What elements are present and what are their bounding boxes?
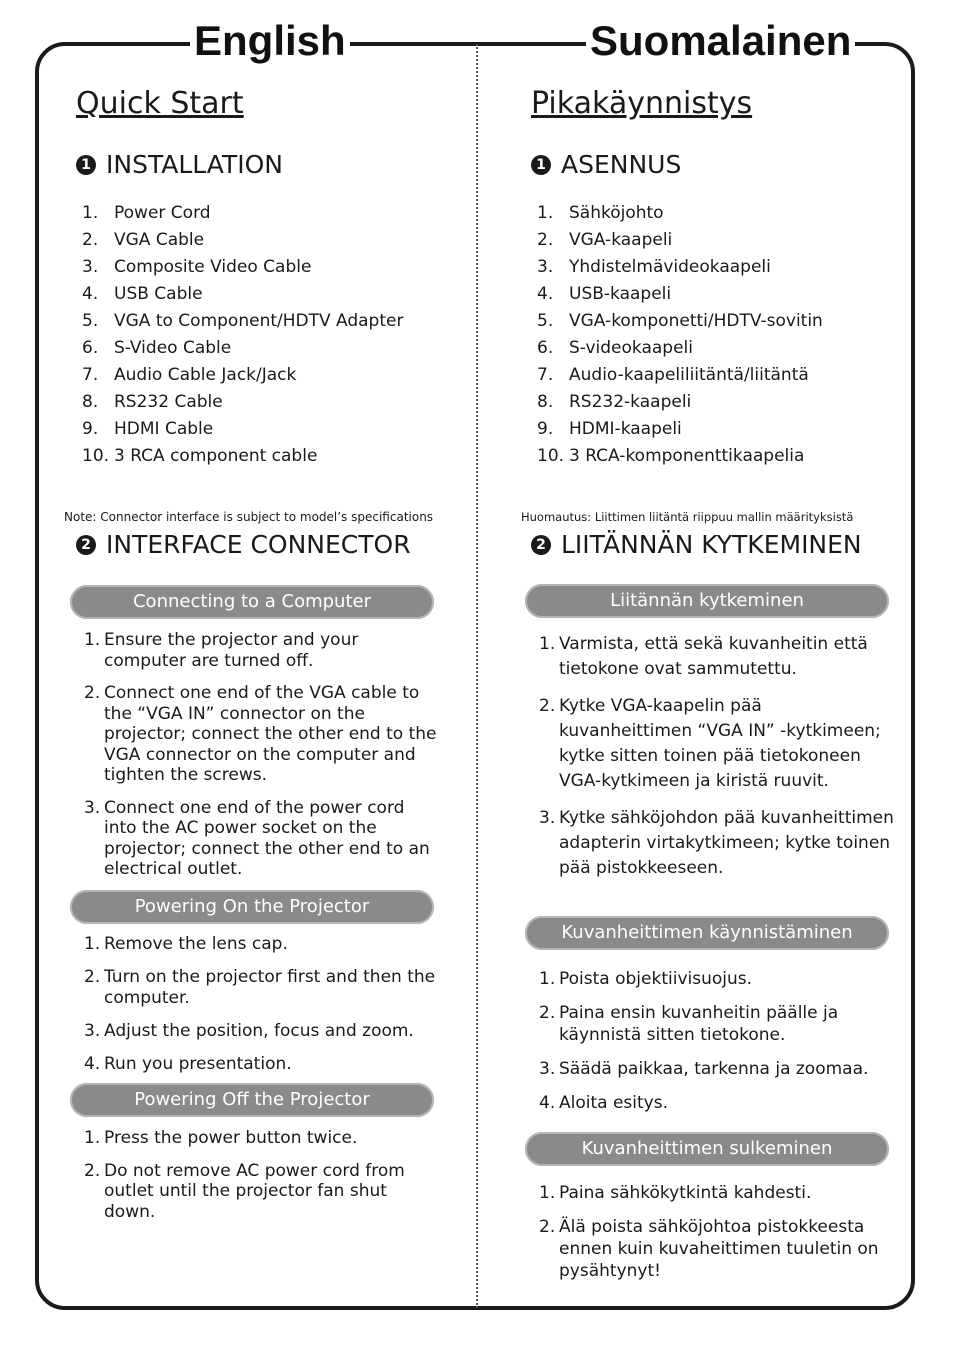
list-item-label: 3 RCA component cable [114,446,318,466]
list-item-label: Audio-kaapeliliitäntä/liitäntä [569,365,809,385]
installation-list [537,200,823,470]
list-item [537,443,823,470]
list-item-label: RS232-kaapeli [569,392,692,412]
list-item-number: 9. [537,419,554,439]
quick-start-heading: Pikakäynnistys [531,86,753,121]
step-text: Poista objektiivisuojus. [559,969,753,989]
list-item [82,443,403,470]
list-item-number: 4. [537,284,554,304]
note-text: Huomautus: Liittimen liitäntä riippuu mallin määrityksistä [521,510,854,524]
list-item [537,416,823,443]
step-text: Aloita esitys. [559,1093,668,1113]
step-item [539,1058,894,1080]
step-text: Varmista, että sekä kuvanheitin että tietokone ovat sammutettu. [559,634,868,679]
list-item-label: USB-kaapeli [569,284,672,304]
list-item [537,281,823,308]
power-off-steps [539,1182,894,1282]
interface-heading [531,530,862,559]
step-text: Run you presentation. [104,1054,292,1074]
list-item-number: 6. [537,338,554,358]
list-item-label: RS232 Cable [114,392,223,412]
step-text: Älä poista sähköjohtoa pistokkeesta ennen kuin kuvaheittimen tuuletin on pysähtynyt! [559,1217,879,1281]
step-text: Ensure the projector and your computer are turned off. [104,630,359,671]
list-item-number: 10. [537,446,565,466]
list-item-number: 3. [82,257,99,277]
power-on-section-label: Kuvanheittimen käynnistäminen [525,916,889,950]
step-item [84,630,439,671]
step-number: 3. [84,1021,101,1041]
connecting-steps [84,630,439,880]
list-item-number: 8. [82,392,99,412]
step-item [539,1002,894,1046]
step-number: 1. [84,934,101,954]
list-item-number: 3. [537,257,554,277]
list-item-number: 8. [537,392,554,412]
list-item [82,308,403,335]
list-item-label: VGA-kaapeli [569,230,673,250]
list-item [82,389,403,416]
number-badge: 2 [531,535,551,555]
list-item-label: Sähköjohto [569,203,664,223]
step-item [84,1021,439,1042]
list-item-number: 7. [82,365,99,385]
step-number: 1. [539,1183,556,1203]
step-text: Paina ensin kuvanheitin päälle ja käynnistä sitten tietokone. [559,1003,839,1045]
list-item [537,227,823,254]
step-number: 3. [539,808,556,828]
step-item [539,1092,894,1114]
list-item [537,200,823,227]
step-number: 2. [84,683,101,703]
list-item-label: 3 RCA-komponenttikaapelia [569,446,805,466]
step-item [539,1182,894,1204]
installation-heading-text: ASENNUS [561,150,682,179]
installation-heading [531,150,681,179]
step-number: 4. [539,1093,556,1113]
step-text: Do not remove AC power cord from outlet until the projector fan shut down. [104,1160,405,1222]
step-item [84,967,439,1009]
list-item [537,335,823,362]
step-text: Turn on the projector first and then the computer. [104,967,436,1008]
power-on-steps [539,968,894,1114]
step-item [84,1161,439,1223]
step-item [539,1216,894,1282]
list-item-number: 5. [537,311,554,331]
list-item [82,416,403,443]
list-item-number: 10. [82,446,110,466]
step-text: Remove the lens cap. [104,934,288,954]
number-badge: 2 [76,535,96,555]
list-item-label: HDMI-kaapeli [569,419,682,439]
list-item-number: 2. [537,230,554,250]
list-item [537,362,823,389]
english-title: English [190,16,350,66]
note-text: Note: Connector interface is subject to model’s specifications [64,510,434,524]
list-item [82,200,403,227]
quick-start-heading: Quick Start [76,86,244,121]
power-off-section-label: Powering Off the Projector [70,1083,434,1117]
step-item [539,632,894,682]
list-item-number: 4. [82,284,99,304]
step-text: Adjust the position, focus and zoom. [104,1021,414,1041]
list-item-number: 7. [537,365,554,385]
step-number: 2. [84,1160,101,1181]
list-item-label: USB Cable [114,284,203,304]
list-item-label: Audio Cable Jack/Jack [114,365,297,385]
step-item [539,694,894,794]
installation-list [82,200,403,470]
step-item [84,934,439,955]
step-item [84,1128,439,1149]
list-item-number: 6. [82,338,99,358]
step-text: Connect one end of the VGA cable to the “VGA IN” connector on the projector; connect the other end to the VGA connector on the computer and tighten the screws. [104,683,437,785]
step-text: Paina sähkökytkintä kahdesti. [559,1183,812,1203]
list-item [537,254,823,281]
number-badge: 1 [531,155,551,175]
list-item-number: 5. [82,311,99,331]
step-number: 4. [84,1054,101,1074]
list-item-label: Yhdistelmävideokaapeli [569,257,771,277]
step-number: 1. [539,634,556,654]
step-item [84,798,439,880]
step-number: 1. [84,1128,101,1148]
step-number: 1. [539,969,556,989]
list-item-label: S-videokaapeli [569,338,693,358]
connecting-section-label: Liitännän kytkeminen [525,584,889,618]
list-item [82,281,403,308]
step-item [84,1054,439,1075]
list-item-label: VGA-komponetti/HDTV-sovitin [569,311,823,331]
step-number: 3. [84,797,101,818]
list-item [537,308,823,335]
list-item [82,335,403,362]
step-number: 2. [539,1217,556,1237]
connecting-steps [539,632,894,881]
list-item-label: Power Cord [114,203,211,223]
step-text: Säädä paikkaa, tarkenna ja zoomaa. [559,1059,869,1079]
step-text: Press the power button twice. [104,1128,358,1148]
power-off-steps [84,1128,439,1222]
list-item-label: HDMI Cable [114,419,214,439]
list-item-number: 1. [537,203,554,223]
list-item-label: VGA to Component/HDTV Adapter [114,311,404,331]
connecting-section-label: Connecting to a Computer [70,585,434,619]
installation-heading [76,150,283,179]
step-item [539,806,894,881]
list-item [82,227,403,254]
step-number: 2. [539,1003,556,1023]
installation-heading-text: INSTALLATION [106,150,283,179]
power-on-steps [84,934,439,1075]
list-item-label: VGA Cable [114,230,205,250]
list-item [537,389,823,416]
list-item-number: 2. [82,230,99,250]
interface-heading [76,530,411,559]
list-item [82,362,403,389]
number-badge: 1 [76,155,96,175]
finnish-title: Suomalainen [586,16,855,66]
list-item-number: 1. [82,203,99,223]
step-text: Kytke sähköjohdon pää kuvanheittimen adapterin virtakytkimeen; kytke toinen pää pistokkeeseen. [559,808,894,878]
power-on-section-label: Powering On the Projector [70,890,434,924]
list-item [82,254,403,281]
step-number: 2. [539,696,556,716]
interface-heading-text: LIITÄNNÄN KYTKEMINEN [561,530,862,559]
step-text: Connect one end of the power cord into the AC power socket on the projector; connect the other end to an electrical outlet. [104,797,430,879]
step-item [84,683,439,786]
power-off-section-label: Kuvanheittimen sulkeminen [525,1132,889,1166]
list-item-label: Composite Video Cable [114,257,312,277]
list-item-number: 9. [82,419,99,439]
column-divider [476,44,478,1308]
step-item [539,968,894,990]
step-number: 2. [84,967,101,987]
step-number: 3. [539,1059,556,1079]
interface-heading-text: INTERFACE CONNECTOR [106,530,411,559]
step-text: Kytke VGA-kaapelin pää kuvanheittimen “VGA IN” -kytkimeen; kytke sitten toinen pää tietokoneen VGA-kytkimeen ja kiristä ruuvit. [559,696,881,791]
list-item-label: S-Video Cable [114,338,232,358]
step-number: 1. [84,630,101,650]
